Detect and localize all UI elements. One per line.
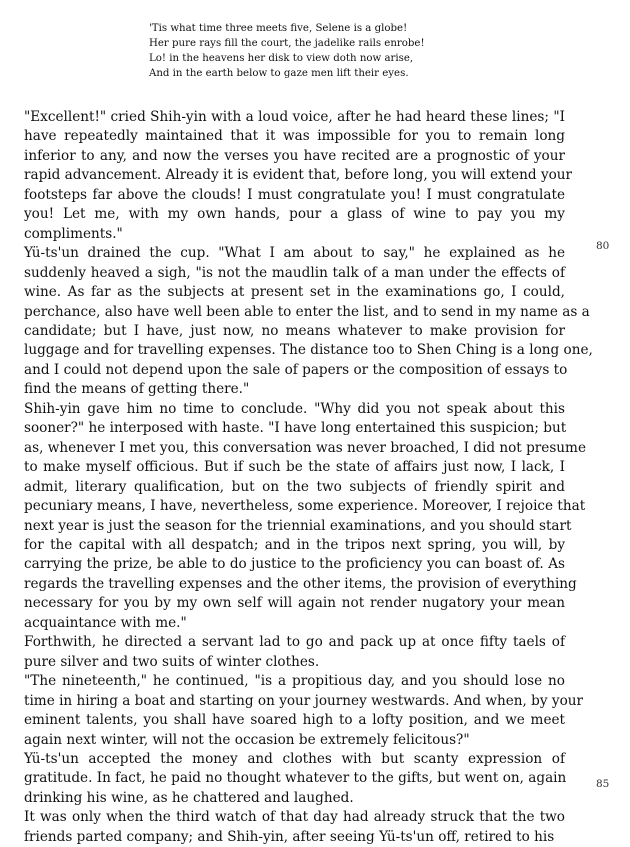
text-line: and I could not depend upon the sale of papers or the composition of essays to [24, 361, 568, 378]
text-line: pure silver and two suits of winter clothes. [24, 653, 320, 670]
paragraph [4, 633, 565, 672]
text-line: gratitude. In fact, he paid no thought whatever to the gifts, but went on, again [24, 770, 567, 787]
text-line: admit, literary qualification, but on the two subjects of friendly spirit and [24, 478, 565, 495]
text-line: compliments." [24, 225, 123, 242]
paragraph [4, 750, 565, 808]
text-line: carrying the prize, be able to do justice to the proficiency you can boast of. As [24, 556, 565, 573]
text-line: Shih-yin gave him no time to conclude. "Why did you not speak about this [24, 400, 565, 417]
text-line: necessary for you by my own self will again not render nugatory your mean [24, 595, 565, 612]
text-line: wine. As far as the subjects at present set in the examinations go, I could, [24, 284, 565, 301]
text-line: "The nineteenth," he continued, "is a propitious day, and you should lose no [24, 673, 565, 690]
text-line: pecuniary means, I have, nevertheless, some experience. Moreover, I rejoice that [24, 498, 586, 515]
line-number-80: 80 [596, 240, 610, 252]
text-line: to make myself officious. But if such be the state of affairs just now, I lack, I [24, 459, 565, 476]
poem-line: Lo! in the heavens her disk to view doth now arise, [149, 53, 414, 64]
text-line: for the capital with all despatch; and in the tripos next spring, you will, by [24, 536, 565, 553]
text-line: as, whenever I met you, this conversation was never broached, I did not presume [24, 439, 586, 456]
line-number-85: 85 [596, 778, 610, 790]
text-line: sooner?" he interposed with haste. "I have long entertained this suspicion; but [24, 420, 567, 437]
text-line: friends parted company; and Shih-yin, after seeing Yü-ts'un off, retired to his [24, 828, 555, 845]
text-line: regards the travelling expenses and the other items, the provision of everything [24, 575, 577, 592]
text-line: Forthwith, he directed a servant lad to go and pack up at once fifty taels of [24, 634, 565, 651]
poem-line: Her pure rays fill the court, the jadelike rails enrobe! [149, 38, 425, 49]
text-line: Yü-ts'un accepted the money and clothes with but scanty expression of [24, 750, 565, 767]
text-line: perchance, also have well been able to enter the list, and to send in my name as a [24, 303, 590, 320]
text-line: "Excellent!" cried Shih-yin with a loud voice, after he had heard these lines; "I [24, 109, 565, 125]
text-line: again next winter, will not the occasion be extremely felicitous?" [24, 731, 470, 748]
text-line: find the means of getting there." [24, 381, 250, 398]
text-line: acquaintance with me." [24, 614, 187, 631]
paragraph [4, 108, 573, 244]
text-line: luggage and for travelling expenses. The distance too to Shen Ching is a long one, [24, 342, 593, 359]
poem-line: And in the earth below to gaze men lift their eyes. [149, 68, 409, 79]
text-line: It was only when the third watch of that day had already struck that the two [24, 809, 565, 826]
text-line: candidate; but I have, just now, no means whatever to make provision for [24, 322, 565, 339]
paragraph [4, 244, 593, 400]
text-line: Yü-ts'un drained the cup. "What I am about to say," he explained as he [24, 245, 565, 262]
text-line: time in hiring a boat and starting on your journey westwards. And when, by your [24, 692, 584, 709]
poem-line: 'Tis what time three meets five, Selene is a globe! [149, 23, 408, 34]
prose-body [4, 108, 593, 847]
text-line: footsteps far above the clouds! I must congratulate you! I must congratulate [24, 186, 565, 203]
poem-block [149, 21, 489, 81]
paragraph [4, 672, 584, 750]
paragraph [4, 400, 586, 633]
text-line: eminent talents, you shall have soared high to a lofty position, and we meet [24, 712, 565, 729]
text-line: rapid advancement. Already it is evident that, before long, you will extend your [24, 167, 573, 184]
text-line: drinking his wine, as he chattered and laughed. [24, 789, 354, 806]
text-line: next year is just the season for the triennial examinations, and you should start [24, 517, 572, 534]
text-line: suddenly heaved a sigh, "is not the maudlin talk of a man under the effects of [24, 264, 565, 281]
paragraph [4, 808, 565, 847]
text-line: have repeatedly maintained that it was impossible for you to remain long [24, 128, 565, 145]
text-line: you! Let me, with my own hands, pour a glass of wine to pay you my [24, 206, 565, 223]
text-line: inferior to any, and now the verses you have recited are a prognostic of your [24, 147, 565, 164]
